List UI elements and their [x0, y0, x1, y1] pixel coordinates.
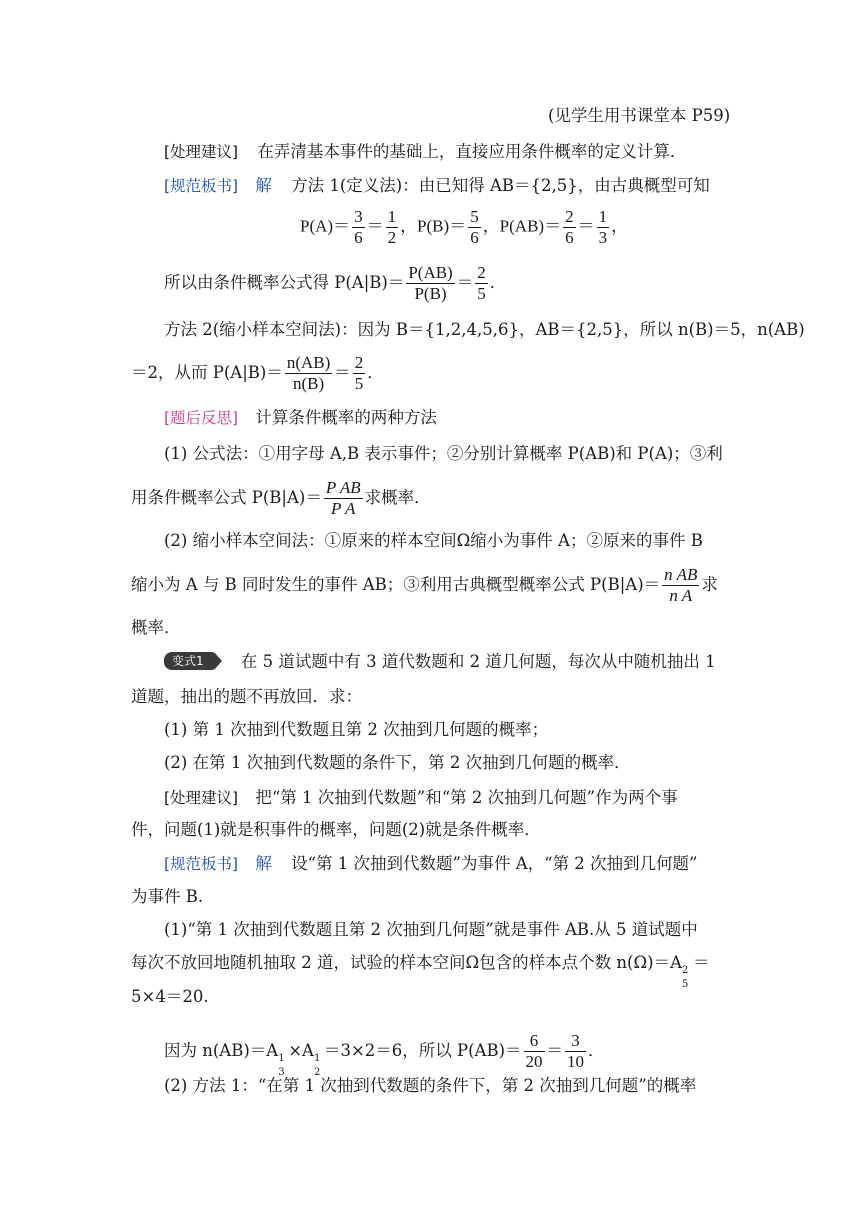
item2-post: 求: [701, 575, 718, 594]
pab-label: ，P(AB)＝: [482, 216, 562, 236]
item2-text: 缩小为 A 与 B 同时发生的事件 AB；③利用古典概型概率公式 P(B|A)＝: [131, 575, 661, 594]
numerator: n AB: [664, 565, 698, 584]
handling-suggestion-line: [164, 141, 686, 163]
fraction: [324, 478, 363, 519]
fraction: [565, 1031, 586, 1072]
numerator: 2: [565, 207, 574, 226]
denominator: 6: [354, 228, 363, 247]
superscript: 1: [278, 1053, 285, 1064]
numerator: 1: [598, 207, 608, 226]
pb-label: ，P(B)＝: [400, 216, 467, 236]
numerator: P AB: [325, 478, 361, 497]
item1-post: 求概率．: [364, 488, 431, 507]
numerator: 2: [354, 353, 364, 372]
punctuation: ．: [489, 273, 507, 292]
denominator: 10: [567, 1052, 585, 1071]
reflection-title: 计算条件概率的两种方法: [255, 408, 437, 427]
denominator: 20: [525, 1052, 543, 1071]
reflection-item1-line2: [131, 478, 431, 519]
equals: ＝: [693, 953, 710, 972]
solution-tag: [规范板书]: [164, 855, 239, 873]
fraction: [353, 353, 366, 394]
probability-values: [300, 207, 628, 248]
numerator: 6: [524, 1031, 545, 1052]
fraction: [662, 565, 699, 606]
variant-handling-line1: [164, 787, 678, 809]
reflection-tag: [题后反思]: [164, 409, 239, 427]
part1-text: 每次不放回地随机抽取 2 道，试验的样本空间Ω包含的样本点个数 n(Ω)＝A: [131, 953, 683, 972]
fraction: [406, 263, 454, 304]
variant-solution-line1: [164, 853, 698, 875]
fraction: [597, 207, 610, 248]
solution-method1-line: [164, 175, 710, 197]
handling-tag: [处理建议]: [164, 789, 239, 807]
part1-text: 因为 n(AB)＝A: [164, 1041, 279, 1060]
handling-text: 在弄清基本事件的基础上，直接应用条件概率的定义计算．: [257, 142, 687, 161]
denominator: 6: [565, 228, 574, 247]
part1-line3: 5×4＝20.: [131, 987, 209, 1006]
punctuation: ，: [611, 216, 629, 236]
subscript: 3: [278, 1067, 285, 1078]
fraction: [352, 207, 365, 248]
variant-text: 在 5 道试题中有 3 道代数题和 2 道几何题，每次从中随机抽出 1: [240, 652, 716, 671]
pa-label: P(A)＝: [300, 216, 351, 236]
numerator: n(AB): [286, 353, 331, 372]
subscript: 5: [682, 979, 689, 990]
part1-mid: ＝3×2＝6，所以 P(AB)＝: [323, 1041, 522, 1060]
part1-line2: [131, 952, 710, 990]
solution-keyword: 解: [255, 176, 272, 195]
part1-line1: (1)“第 1 次抽到代数题且第 2 次抽到几何题”就是事件 AB.从 5 道试题中: [164, 920, 698, 939]
punctuation: ．: [588, 1041, 605, 1060]
numerator: 3: [565, 1031, 586, 1052]
fraction: [524, 1031, 545, 1072]
denominator: 5: [354, 374, 364, 393]
denominator: n A: [669, 586, 693, 605]
part2-line1: (2) 方法 1：“在第 1 次抽到代数题的条件下，第 2 次抽到几何题”的概率: [164, 1076, 697, 1095]
fraction: [475, 263, 488, 304]
handling-text: 把“第 1 次抽到代数题”和“第 2 次抽到几何题”作为两个事: [255, 788, 678, 807]
numerator: 1: [387, 207, 397, 226]
equals: ＝: [366, 216, 384, 236]
method2-text: ＝2，从而 P(A|B)＝: [131, 363, 283, 382]
numerator: 2: [477, 263, 486, 282]
numerator: 3: [354, 207, 363, 226]
punctuation: ．: [367, 363, 384, 382]
times-operator: ×A: [288, 1041, 314, 1060]
item1-text: 用条件概率公式 P(B|A)＝: [131, 488, 322, 507]
equals: ＝: [546, 1041, 564, 1060]
reflection-item2-line3: 概率．: [131, 618, 181, 637]
solution-keyword: 解: [255, 854, 272, 873]
superscript: 2: [682, 965, 689, 976]
handling-tag: [处理建议]: [164, 143, 239, 161]
variant-question2: (2) 在第 1 次抽到代数题的条件下，第 2 次抽到几何题的概率．: [164, 753, 631, 772]
fraction: [386, 207, 399, 248]
textbook-reference: (见学生用书课堂本 P59): [548, 106, 731, 125]
denominator: 3: [598, 228, 608, 247]
variant-handling-line2: 件，问题(1)就是积事件的概率，问题(2)就是条件概率．: [131, 820, 541, 839]
variant-badge: 变式1: [164, 652, 214, 670]
fraction: [468, 207, 481, 248]
method1-intro: 方法 1(定义法)：由已知得 AB＝{2,5}，由古典概型可知: [291, 176, 710, 195]
variant-line2: 道题，抽出的题不再放回．求：: [131, 687, 362, 706]
variant-solution-line2: 为事件 B.: [131, 887, 204, 906]
conditional-formula-line: [164, 263, 506, 304]
solution-tag: [规范板书]: [164, 177, 239, 195]
part1-line4: [164, 1031, 605, 1078]
denominator: 6: [470, 228, 479, 247]
equals: ＝: [456, 273, 474, 292]
denominator: 5: [477, 284, 486, 303]
solution-text: 设“第 1 次抽到代数题”为事件 A，“第 2 次抽到几何题”: [291, 854, 698, 873]
method2-line: 方法 2(缩小样本空间法)：因为 B＝{1,2,4,5,6}，AB＝{2,5}，所以 n(B)＝5，n(AB): [164, 320, 805, 339]
subscript: 2: [313, 1067, 321, 1078]
denominator: 2: [387, 228, 397, 247]
reflection-item1-line1: (1) 公式法：①用字母 A,B 表示事件；②分别计算概率 P(AB)和 P(A)；③利: [164, 444, 723, 463]
fraction: [563, 207, 576, 248]
method2-result-line: [131, 353, 384, 394]
equals: ＝: [334, 363, 351, 382]
fraction: [285, 353, 332, 394]
numerator: P(AB): [408, 263, 453, 282]
reflection-item2-line2: [131, 565, 718, 606]
variant-question1: (1) 第 1 次抽到代数题且第 2 次抽到几何题的概率；: [164, 720, 549, 739]
reflection-item2-line1: (2) 缩小样本空间法：①原来的样本空间Ω缩小为事件 A；②原来的事件 B: [164, 531, 703, 550]
variant-line1: [164, 651, 716, 673]
denominator: P(B): [414, 284, 447, 303]
superscript: 1: [313, 1053, 321, 1064]
formula-text: 所以由条件概率公式得 P(A|B)＝: [164, 273, 405, 292]
denominator: P A: [331, 499, 356, 518]
denominator: n(B): [292, 374, 325, 393]
equals: ＝: [577, 216, 595, 236]
numerator: 5: [470, 207, 479, 226]
reflection-header: [164, 407, 437, 429]
